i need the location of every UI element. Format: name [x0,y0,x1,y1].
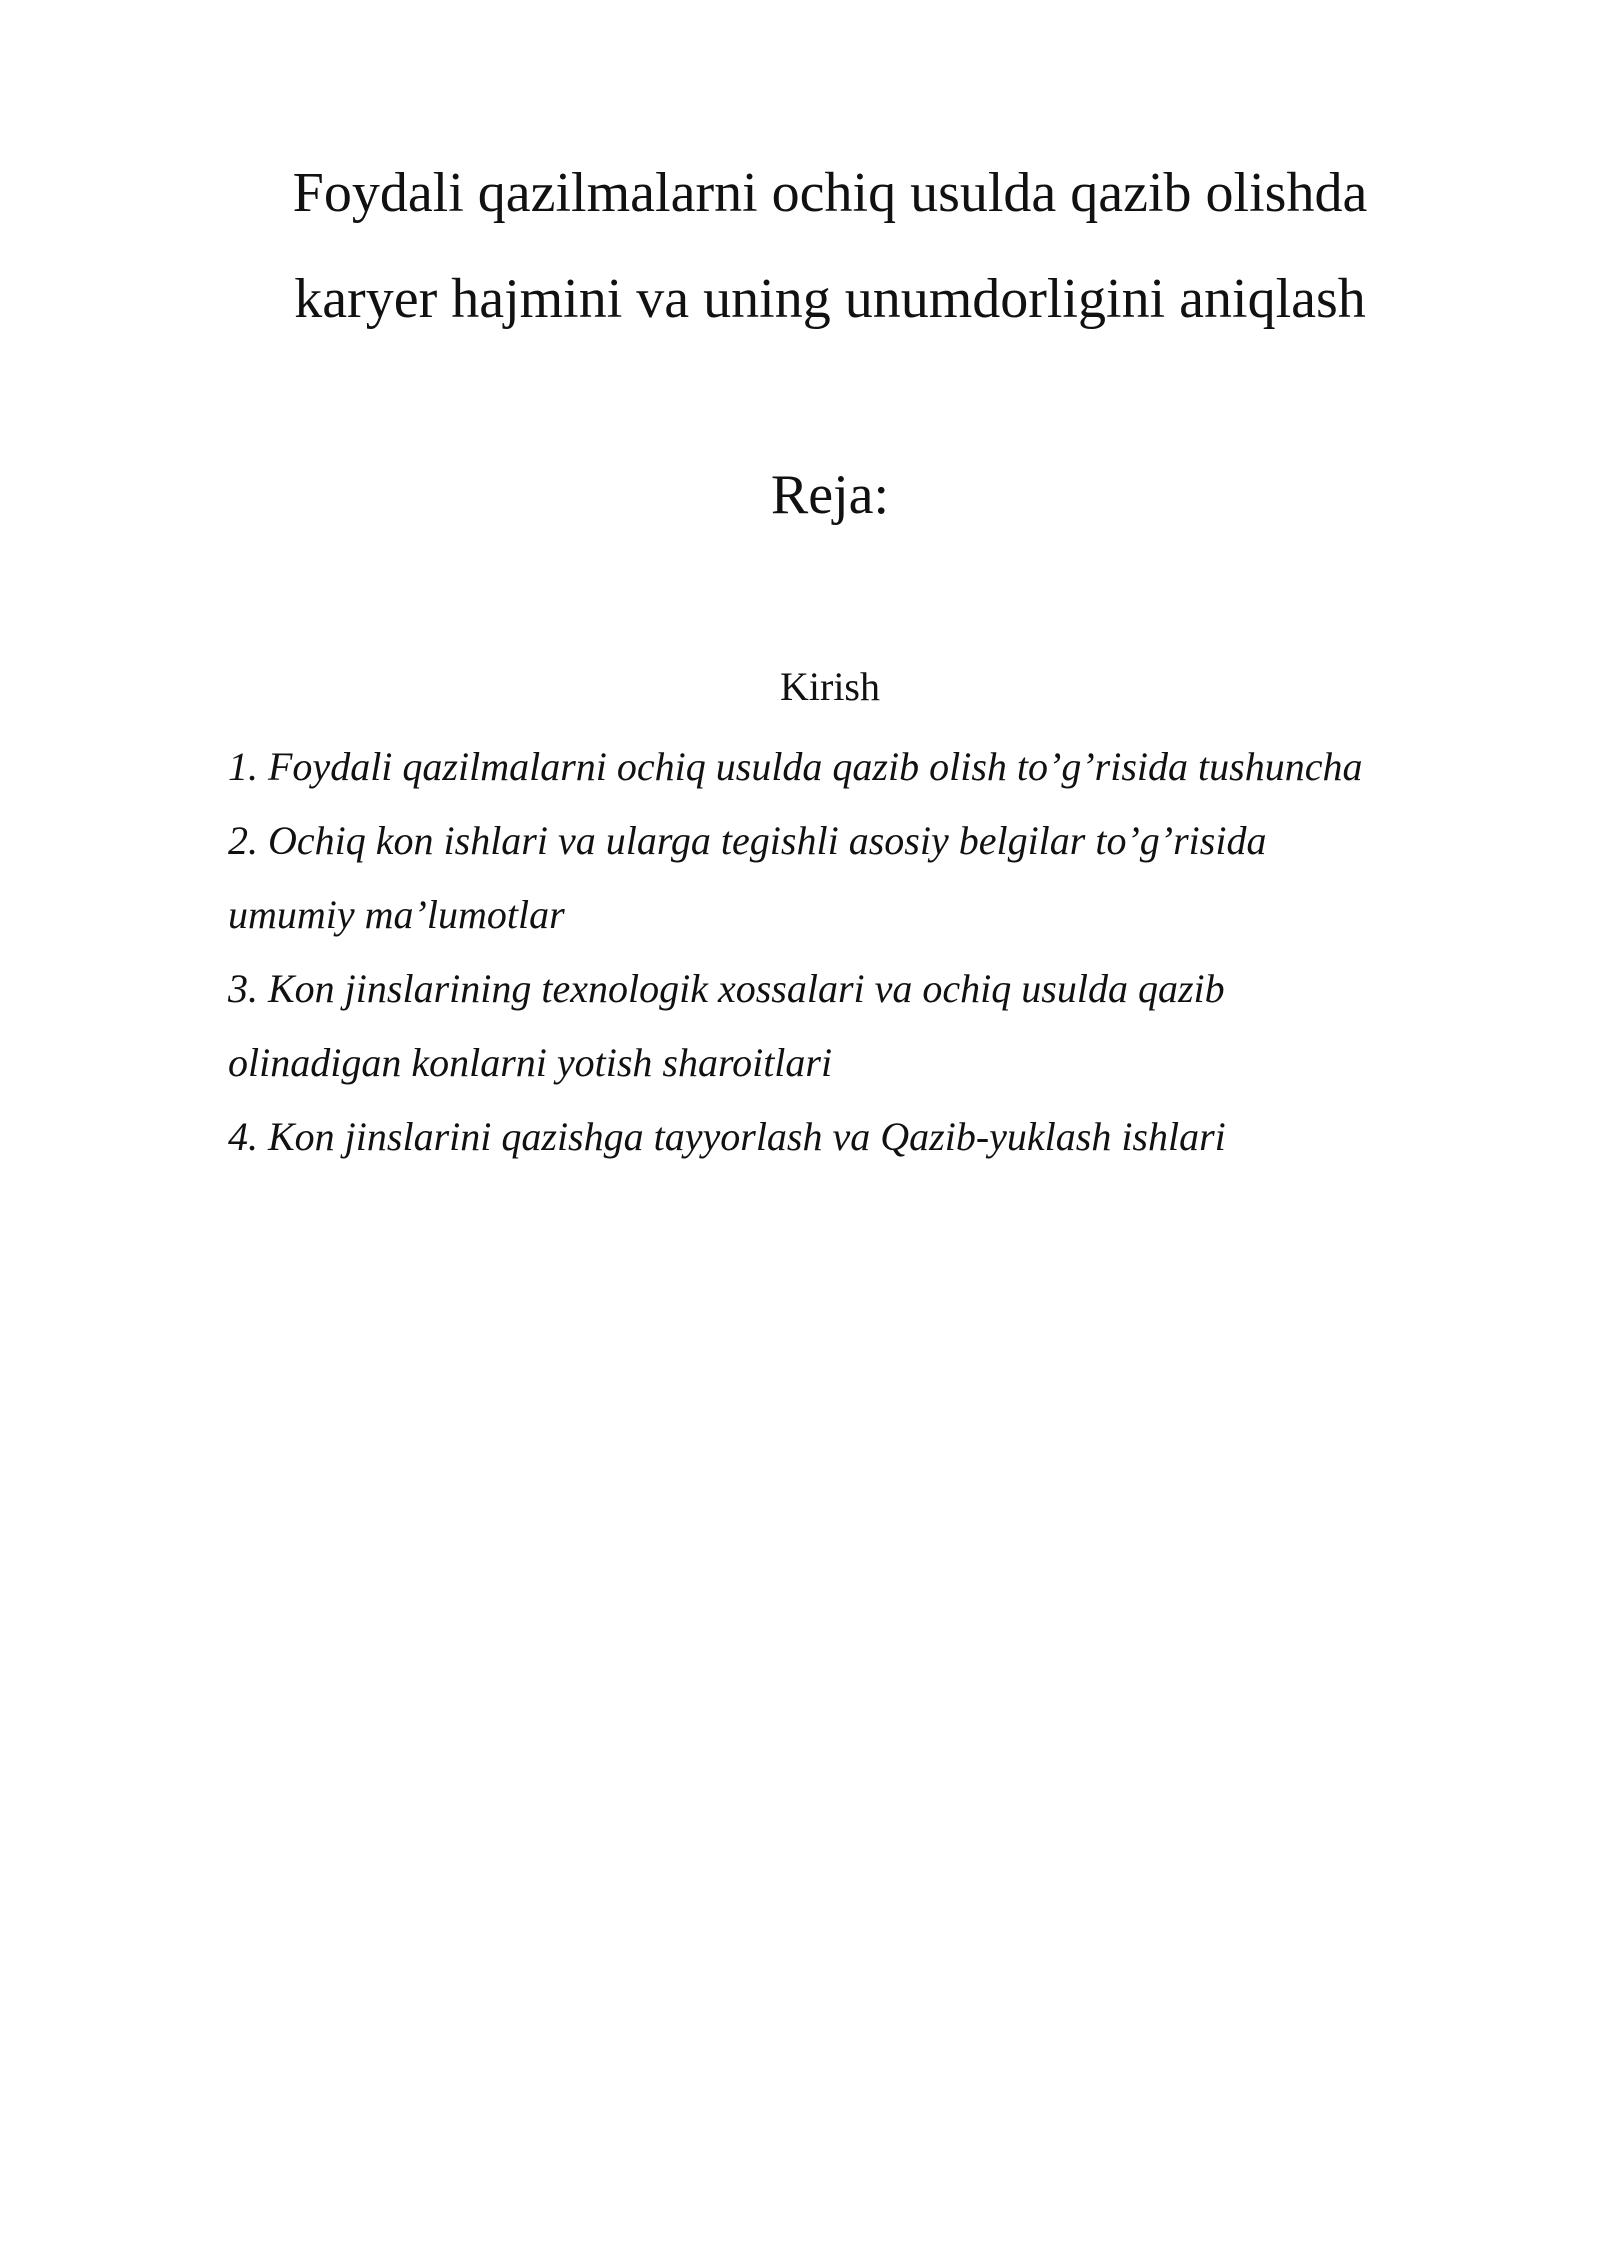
plan-list [228,730,1488,1174]
document-title [0,140,1600,352]
plan-item-2: 2. Ochiq kon ishlari va ularga tegishli asosiy belgilar to’g’risida [228,818,1267,863]
plan-item-4: 4. Kon jinslarini qazishga tayyorlash va Qazib-yuklash ishlari [228,1114,1226,1159]
plan-item-1: 1. Foydali qazilmalarni ochiq usulda qazib olish to’g’risida tushuncha [228,744,1363,789]
plan-heading: Reja: [770,464,890,526]
plan-item-3: 3. Kon jinslarining texnologik xossalari va ochiq usulda qazib [228,966,1225,1011]
plan-item-3-continued: olinadigan konlarni yotish sharoitlari [228,1040,833,1085]
plan-item-2-continued: umumiy ma’lumotlar [228,892,565,937]
title-line-2: karyer hajmini va uning unumdorligini aniqlash [294,268,1366,330]
title-line-1: Foydali qazilmalarni ochiq usulda qazib olishda [292,162,1368,224]
intro-item: Kirish [780,664,880,709]
